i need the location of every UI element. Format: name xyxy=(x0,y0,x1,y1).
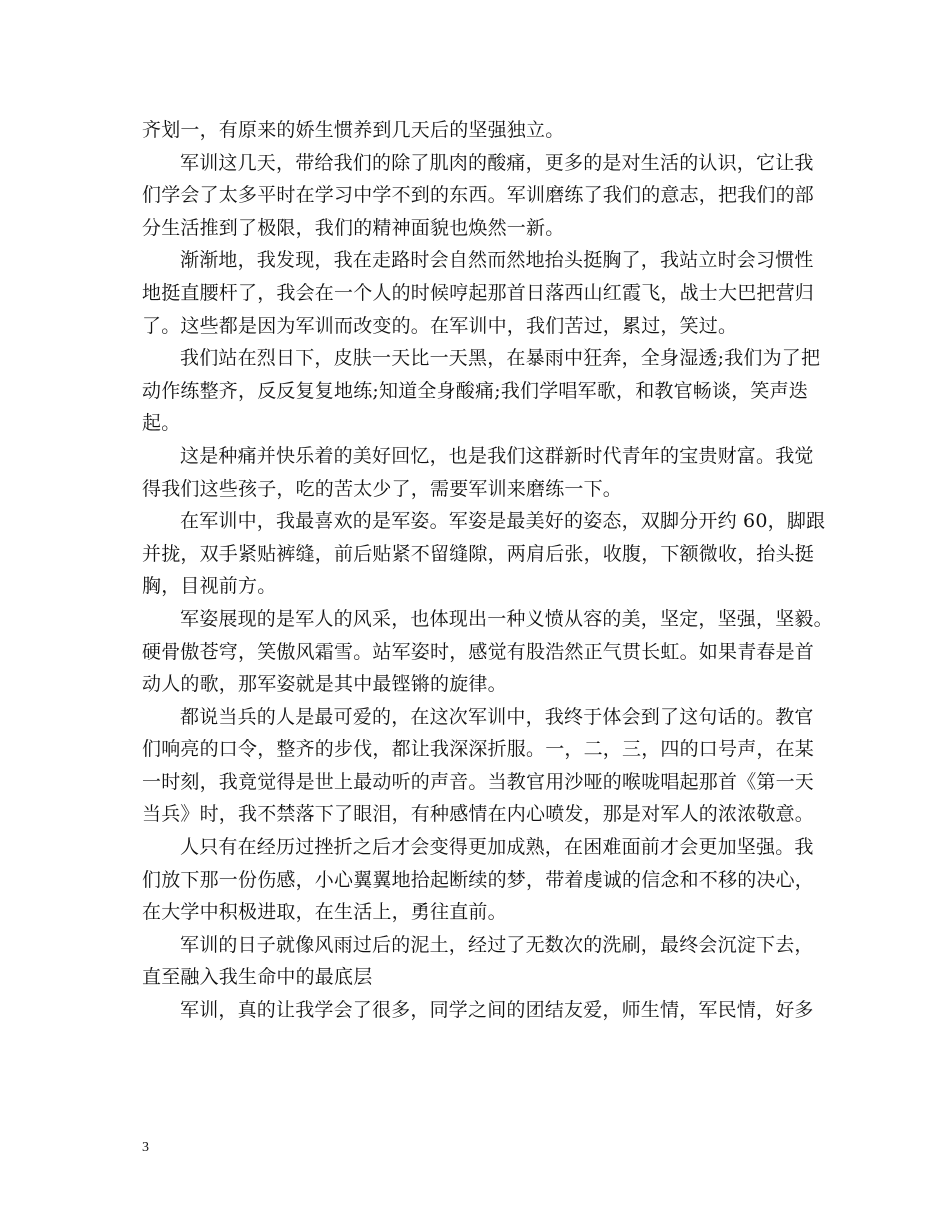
text-line: 动作练整齐，反反复复地练;知道全身酸痛;我们学唱军歌，和教官畅谈，笑声迭 xyxy=(142,379,809,402)
text-line: 齐划一，有原来的娇生惯养到几天后的坚强独立。 xyxy=(142,119,565,141)
text-line: 们放下那一份伤感，小心翼翼地拾起断续的梦，带着虔诚的信念和不移的决心， xyxy=(142,868,815,891)
text-line: 在大学中积极进取，在生活上，勇往直前。 xyxy=(142,901,507,924)
text-line: 我们站在烈日下，皮肤一天比一天黑，在暴雨中狂奔，全身湿透;我们为了把 xyxy=(180,347,821,370)
body-text xyxy=(142,114,833,1027)
text-line: 军训的日子就像风雨过后的泥土，经过了无数次的洗刷，最终会沉淀下去， xyxy=(180,933,814,956)
page-number: 3 xyxy=(142,1140,149,1155)
text-line: 当兵》时，我不禁落下了眼泪，有种感情在内心喷发，那是对军人的浓浓敬意。 xyxy=(142,803,815,826)
text-line: 得我们这些孩子，吃的苦太少了，需要军训来磨练一下。 xyxy=(142,477,623,500)
text-line: 都说当兵的人是最可爱的，在这次军训中，我终于体会到了这句话的。教官 xyxy=(180,705,814,728)
text-line: 胸，目视前方。 xyxy=(142,575,277,598)
text-line: 在军训中，我最喜欢的是军姿。军姿是最美好的姿态，双脚分开约 60，脚跟 xyxy=(180,510,826,533)
text-line: 渐渐地，我发现，我在走路时会自然而然地抬头挺胸了，我站立时会习惯性 xyxy=(180,249,814,272)
text-line: 直至融入我生命中的最底层 xyxy=(142,966,373,989)
text-line: 起。 xyxy=(142,412,181,435)
text-line: 们响亮的口令，整齐的步伐，都让我深深折服。一，二，三，四的口号声，在某 xyxy=(142,738,815,761)
text-line: 了。这些都是因为军训而改变的。在军训中，我们苦过，累过，笑过。 xyxy=(142,314,738,337)
text-line: 地挺直腰杆了，我会在一个人的时候哼起那首日落西山红霞飞，战士大巴把营归 xyxy=(142,281,815,304)
text-line: 这是种痛并快乐着的美好回忆，也是我们这群新时代青年的宝贵财富。我觉 xyxy=(180,444,814,467)
text-line: 军训这几天，带给我们的除了肌肉的酸痛，更多的是对生活的认识，它让我 xyxy=(180,151,814,174)
text-line: 军姿展现的是军人的风采，也体现出一种义愤从容的美，坚定，坚强，坚毅。 xyxy=(180,607,833,630)
text-line: 们学会了太多平时在学习中学不到的东西。军训磨练了我们的意志，把我们的部 xyxy=(142,184,815,207)
text-line: 分生活推到了极限，我们的精神面貌也焕然一新。 xyxy=(142,216,565,239)
text-line: 动人的歌，那军姿就是其中最铿锵的旋律。 xyxy=(142,673,507,696)
text-line: 并拢，双手紧贴裤缝，前后贴紧不留缝隙，两肩后张，收腹，下额微收，抬头挺 xyxy=(142,542,815,565)
text-line: 一时刻，我竟觉得是世上最动听的声音。当教官用沙哑的喉咙唱起那首《第一天 xyxy=(142,770,815,793)
text-line: 人只有在经历过挫折之后才会变得更加成熟，在困难面前才会更加坚强。我 xyxy=(180,836,814,859)
text-line: 硬骨傲苍穹，笑傲风霜雪。站军姿时，感觉有股浩然正气贯长虹。如果青春是首 xyxy=(142,640,815,663)
text-line: 军训，真的让我学会了很多，同学之间的团结友爱，师生情，军民情，好多 xyxy=(180,999,814,1022)
